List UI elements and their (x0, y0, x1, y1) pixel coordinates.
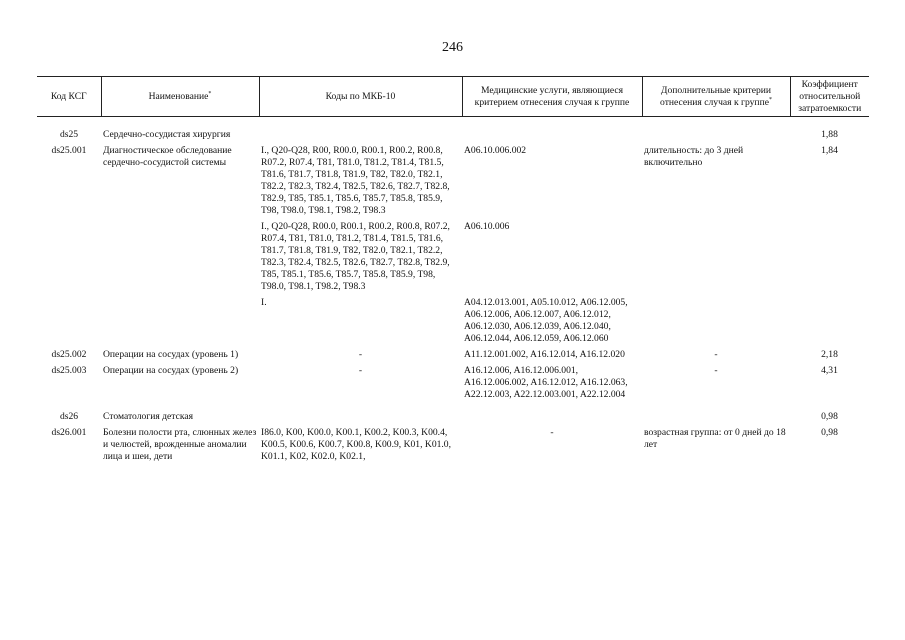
ksg-name: Болезни полости рта, слюнных желез и челюстей, врожденные аномалии лица и шеи, дети (103, 427, 257, 462)
services: - (550, 427, 554, 438)
table-row (37, 427, 869, 463)
ksg-code: ds26 (59, 411, 79, 422)
ksg-code: ds25 (59, 129, 79, 140)
table-row (37, 365, 869, 405)
header-criteria: Дополнительные критерии отнесения случая к группе* (642, 77, 790, 117)
header-coef: Коэффициент относительной затратоемкости (790, 77, 869, 117)
services: A04.12.013.001, A05.10.012, A06.12.005, A06.12.006, A06.12.007, A06.12.012, A06.12.030, A06.12.039, A06.12.040, A06.12.044, A06.12.059, A06.12.060 (464, 297, 628, 344)
ksg-coef: 0,98 (821, 411, 838, 422)
ksg-coef: 1,84 (821, 145, 838, 156)
table-row (37, 349, 869, 365)
ksg-name: Сердечно-сосудистая хирургия (103, 129, 231, 140)
criteria: - (714, 349, 718, 360)
ksg-name: Операции на сосудах (уровень 2) (103, 365, 239, 376)
ksg-code: ds25.003 (51, 365, 87, 376)
criteria: длительность: до 3 дней включительно (644, 145, 744, 168)
header-code: Код КСГ (37, 77, 101, 117)
icd-codes: I., Q20-Q28, R00, R00.0, R00.1, R00.2, R00.8, R07.2, R07.4, T81, T81.0, T81.2, T81.4, T81.5, T81.6, T81.7, T81.8, T81.9, T82, T82.0, T82.1, T82.2, T82.3, T82.4, T82.5, T82.6, T82.7, T82.8, T82.9, T85, T85.1, T85.6, T85.7, T85.8, T85.9, T98, T98.0, T98.1, T98.2, T98.3 (261, 145, 450, 216)
icd-codes: I., Q20-Q28, R00.0, R00.1, R00.2, R00.8, R07.2, R07.4, T81, T81.0, T81.2, T81.4, T81.5, T81.6, T81.7, T81.8, T81.9, T82, T82.0, T82.1, T82.2, T82.3, T82.4, T82.5, T82.6, T82.7, T82.8, T82.9, T85, T85.1, T85.6, T85.7, T85.8, T85.9, T98, T98.0, T98.1, T98.2, T98.3 (261, 221, 450, 292)
header-icd: Коды по МКБ-10 (259, 77, 462, 117)
ksg-name: Стоматология детская (103, 411, 194, 422)
icd-codes: I. (261, 297, 267, 308)
footnote-mark: * (768, 96, 772, 103)
icd-codes: - (358, 365, 363, 376)
criteria: возрастная группа: от 0 дней до 18 лет (644, 427, 786, 450)
services: A11.12.001.002, A16.12.014, A16.12.020 (464, 349, 625, 360)
spacer-row (37, 117, 869, 130)
ksg-code: ds25.002 (51, 349, 87, 360)
ksg-table (37, 76, 869, 463)
ksg-code: ds25.001 (51, 145, 87, 156)
page-number: 246 (442, 40, 463, 55)
ksg-name: Операции на сосудах (уровень 1) (103, 349, 239, 360)
table-row (37, 145, 869, 221)
services: A16.12.006, A16.12.006.001, A16.12.006.002, A16.12.012, A16.12.063, A22.12.003, A22.12.003.001, A22.12.004 (464, 365, 628, 400)
icd-codes: I86.0, K00, K00.0, K00.1, K00.2, K00.3, K00.4, K00.5, K00.6, K00.7, K00.8, K00.9, K01, K01.0, K01.1, K02, K02.0, K02.1, (261, 427, 452, 462)
ksg-name: Диагностическое обследование сердечно-сосудистой системы (103, 145, 232, 168)
icd-codes: - (358, 349, 363, 360)
table-header-row (37, 77, 869, 117)
ksg-coef: 2,18 (821, 349, 838, 360)
criteria: - (714, 365, 718, 376)
ksg-coef: 0,98 (821, 427, 838, 438)
services: A06.10.006.002 (464, 145, 527, 156)
ksg-coef: 4,31 (821, 365, 838, 376)
ksg-code: ds26.001 (51, 427, 87, 438)
footnote-mark: * (208, 90, 212, 97)
table-row (37, 221, 869, 297)
ksg-coef: 1,88 (821, 129, 838, 140)
table-row (37, 129, 869, 145)
services: A06.10.006 (464, 221, 510, 232)
table-row (37, 411, 869, 427)
header-services: Медицинские услуги, являющиеся критерием отнесения случая к группе (462, 77, 642, 117)
table-row (37, 297, 869, 349)
header-name: Наименование* (101, 77, 259, 117)
